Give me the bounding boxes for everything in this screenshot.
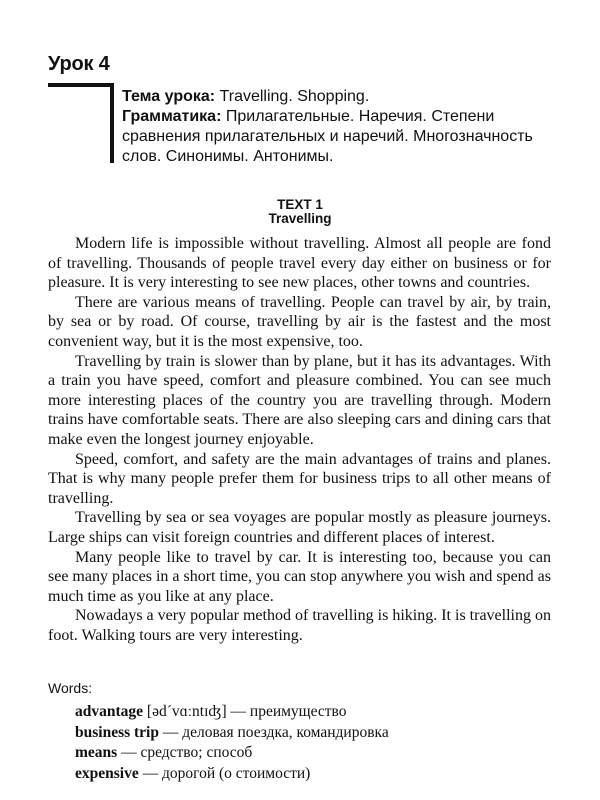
- paragraph: Modern life is impossible without travelling. Almost all people are fond of travelling. Thousands of people travel every day either on business or for pleasure. It is very interesting to see new places, other towns and countries.: [48, 235, 551, 292]
- paragraph: Travelling by train is slower than by plane, but it has its advantages. With a train you have speed, comfort and pleasure combined. You can see much more interesting places of the country you are travelling through. Modern trains have comfortable seats. There are also sleeping cars and dining cars that make even the longest journey enjoyable.: [48, 352, 551, 448]
- vocabulary-definition: — деловая поездка, командировка: [159, 723, 389, 741]
- vocabulary-item: [75, 743, 389, 764]
- topic-value: Travelling. Shopping.: [215, 88, 370, 105]
- paragraph: Travelling by sea or sea voyages are popular mostly as pleasure journeys. Large ships can visit foreign countries and different places of interest.: [48, 509, 551, 546]
- paragraph: Nowadays a very popular method of travelling is hiking. It is travelling on foot. Walking tours are very interesting.: [48, 607, 551, 644]
- text-title-heading: Travelling: [268, 211, 332, 226]
- vocabulary-term: business trip: [75, 723, 159, 741]
- lesson-title: Урок 4: [48, 53, 110, 75]
- paragraph: There are various means of travelling. People can travel by air, by train, by sea or by road. Of course, travelling by air is the fastest and the most convenient way, but it is the most expensive, too.: [48, 293, 551, 350]
- vocabulary-term: advantage: [75, 703, 144, 720]
- vocabulary-definition: — дорогой (о стоимости): [138, 764, 311, 782]
- vocabulary-item: [75, 764, 389, 785]
- vocabulary-item: [75, 702, 389, 723]
- text-number-heading: TEXT 1: [277, 197, 323, 212]
- vocabulary-definition: [ədˊvɑːntɪʤ] — преимущество: [143, 703, 347, 720]
- paragraph: Speed, comfort, and safety are the main advantages of trains and planes. That is why many people prefer them for business trips to all other means of travelling.: [48, 450, 551, 507]
- bracket-vertical-rule: [110, 83, 114, 163]
- grammar-line: [122, 107, 562, 167]
- vocabulary-definition: — средство; способ: [117, 744, 253, 761]
- grammar-value: Прилагательные. Наречия. Степени сравнения прилагательных и наречий. Многозначность слов. Синонимы. Антонимы.: [122, 108, 533, 165]
- lesson-topic-block: [122, 87, 562, 167]
- words-section-label: Words:: [48, 680, 93, 696]
- topic-line: [122, 87, 562, 107]
- reading-text-body: [48, 234, 551, 645]
- grammar-label: Грамматика:: [122, 108, 222, 125]
- vocabulary-list: [75, 702, 389, 784]
- vocabulary-item: [75, 723, 389, 744]
- bracket-horizontal-rule: [48, 83, 114, 87]
- vocabulary-term: expensive: [75, 764, 139, 782]
- paragraph: Many people like to travel by car. It is interesting too, because you can see many places in a short time, you can stop anywhere you wish and spend as much time as you like at any place.: [48, 548, 551, 605]
- topic-label: Тема урока:: [122, 88, 216, 105]
- vocabulary-term: means: [75, 744, 118, 761]
